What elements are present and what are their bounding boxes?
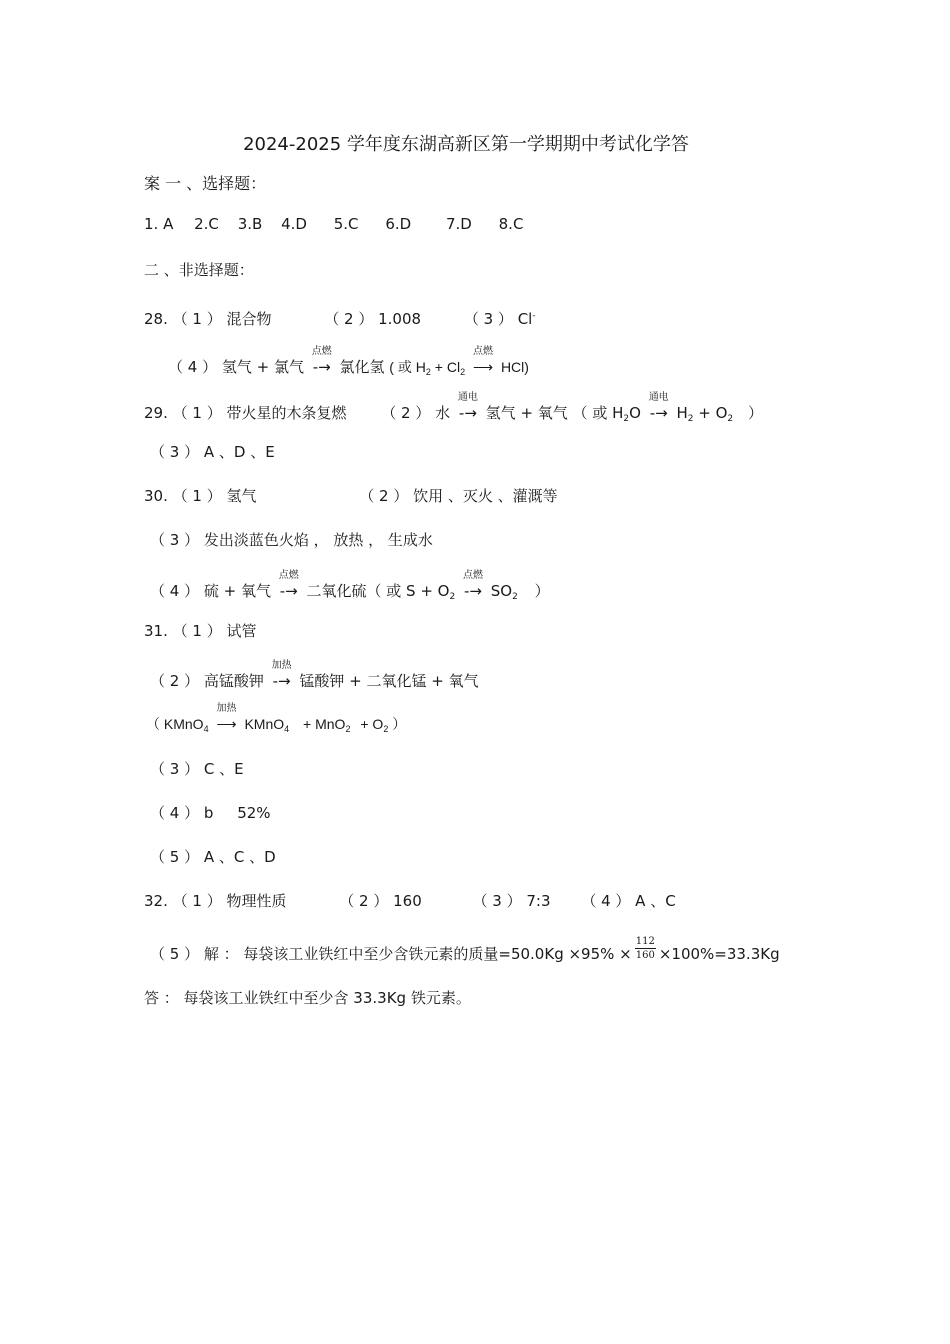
q29-part2: （ 2 ） 水 [381, 404, 451, 422]
q28-product: 氯化氢 [339, 358, 385, 376]
q28-equation: ( 或 $H_2 + Cl_2$ 点燃 ⟶ HCl) [389, 346, 529, 377]
reaction-arrow: 点燃 -→ [278, 570, 299, 600]
q31-line1: 31. （ 1 ） 试管 [144, 622, 257, 640]
q32-answer: 答 ： 每袋该工业铁红中至少含 33.3Kg 铁元素。 [144, 989, 471, 1007]
q32-result: ×100%=33.3Kg [658, 945, 780, 963]
section-heading-choice: 案 一 、选择题： [144, 174, 267, 193]
reaction-arrow: 加热 -→ [271, 660, 292, 690]
q31-line5: （ 5 ） A 、C 、D [150, 848, 276, 866]
q30-line3: （ 4 ） 硫 + 氧气 点燃 -→ 二氧化硫（ 或 $S + O_2$ 点燃 -→ $SO_2$ ） [150, 570, 550, 602]
q28-line1 [144, 306, 536, 329]
mc-answer-1: 1. A [144, 215, 174, 233]
q32-part2: （ 2 ） 160 [339, 892, 422, 910]
q31-line3: （ 3 ） C 、E [150, 760, 244, 778]
mc-answer-8: 8.C [498, 215, 524, 233]
q30-line2: （ 3 ） 发出淡蓝色火焰 ， 放热 ， 生成水 [150, 531, 433, 549]
q32-line2 [150, 936, 780, 968]
multiple-choice-answers [144, 214, 523, 234]
q32-part3: （ 3 ） 7:3 [472, 892, 551, 910]
q28-part3: （ 3 ） Cl [463, 310, 533, 328]
q31-products: 锰酸钾 + 二氧化锰 + 氧气 [299, 672, 479, 690]
mass-fraction: $\frac{112}{160}$ [635, 936, 655, 961]
q31-line2 [150, 660, 479, 691]
mc-answer-5: 5.C [333, 215, 359, 233]
q32-part5: （ 5 ） 解 ： 每袋该工业铁红中至少含铁元素的质量=50.0Kg ×95% × [150, 945, 632, 963]
q28-part1: 28. （ 1 ） 混合物 [144, 310, 272, 328]
reaction-arrow: 点燃 -→ [309, 357, 335, 377]
q32-part1: 32. （ 1 ） 物理性质 [144, 892, 287, 910]
q29-products: 氢气 + 氧气 （ 或 H [485, 404, 624, 422]
mc-answer-4: 4.D [281, 215, 307, 233]
reaction-condition: 点燃 [311, 346, 332, 357]
q30-part1: 30. （ 1 ） 氢气 [144, 487, 257, 505]
q29-part1: 29. （ 1 ） 带火星的木条复燃 [144, 404, 347, 422]
section-heading-nonchoice: 二 、非选择题： [144, 261, 254, 279]
mc-answer-2: 2.C [194, 215, 219, 233]
q30-line1 [144, 486, 558, 506]
q28-line2 [168, 346, 529, 382]
q30-product: 二氧化硫（ 或 S + O [306, 582, 450, 600]
mc-answer-3: 3.B [237, 215, 263, 233]
q28-part3-charge: - [532, 311, 536, 321]
q30-part4: （ 4 ） 硫 + 氧气 [150, 582, 271, 600]
q29-line1: 29. （ 1 ） 带火星的木条复燃 （ 2 ） 水 通电 -→ 氢气 + 氧气 （ 或 $H_2O$ 通电 -→ $H_2 + O_2$ ） [144, 392, 763, 424]
q31-equation: （ KMnO$_4$ 加热 ⟶ KMnO$_4$ + $MnO_2 + O_2$ ） [146, 703, 407, 734]
reaction-arrow-2: 通电 -→ [648, 392, 669, 422]
q28-part4: （ 4 ） 氢气 + 氯气 [168, 358, 304, 376]
reaction-arrow-2: 点燃 -→ [462, 570, 483, 600]
mc-answer-7: 7.D [445, 215, 472, 233]
q28-part2: （ 2 ） 1.008 [324, 310, 422, 328]
page-title: 2024-2025 学年度东湖高新区第一学期期中考试化学答 [243, 134, 689, 155]
q29-line2: （ 3 ） A 、D 、E [150, 443, 275, 461]
q31-part2: （ 2 ） 高锰酸钾 [150, 672, 264, 690]
mc-answer-6: 6.D [385, 215, 412, 233]
reaction-arrow: 通电 -→ [457, 392, 478, 422]
q32-part4: （ 4 ） A 、C [581, 892, 676, 910]
q30-part2: （ 2 ） 饮用 、灭火 、灌溉等 [359, 487, 558, 505]
q31-line4: （ 4 ） b 52% [150, 804, 271, 822]
q32-line1 [144, 891, 676, 911]
